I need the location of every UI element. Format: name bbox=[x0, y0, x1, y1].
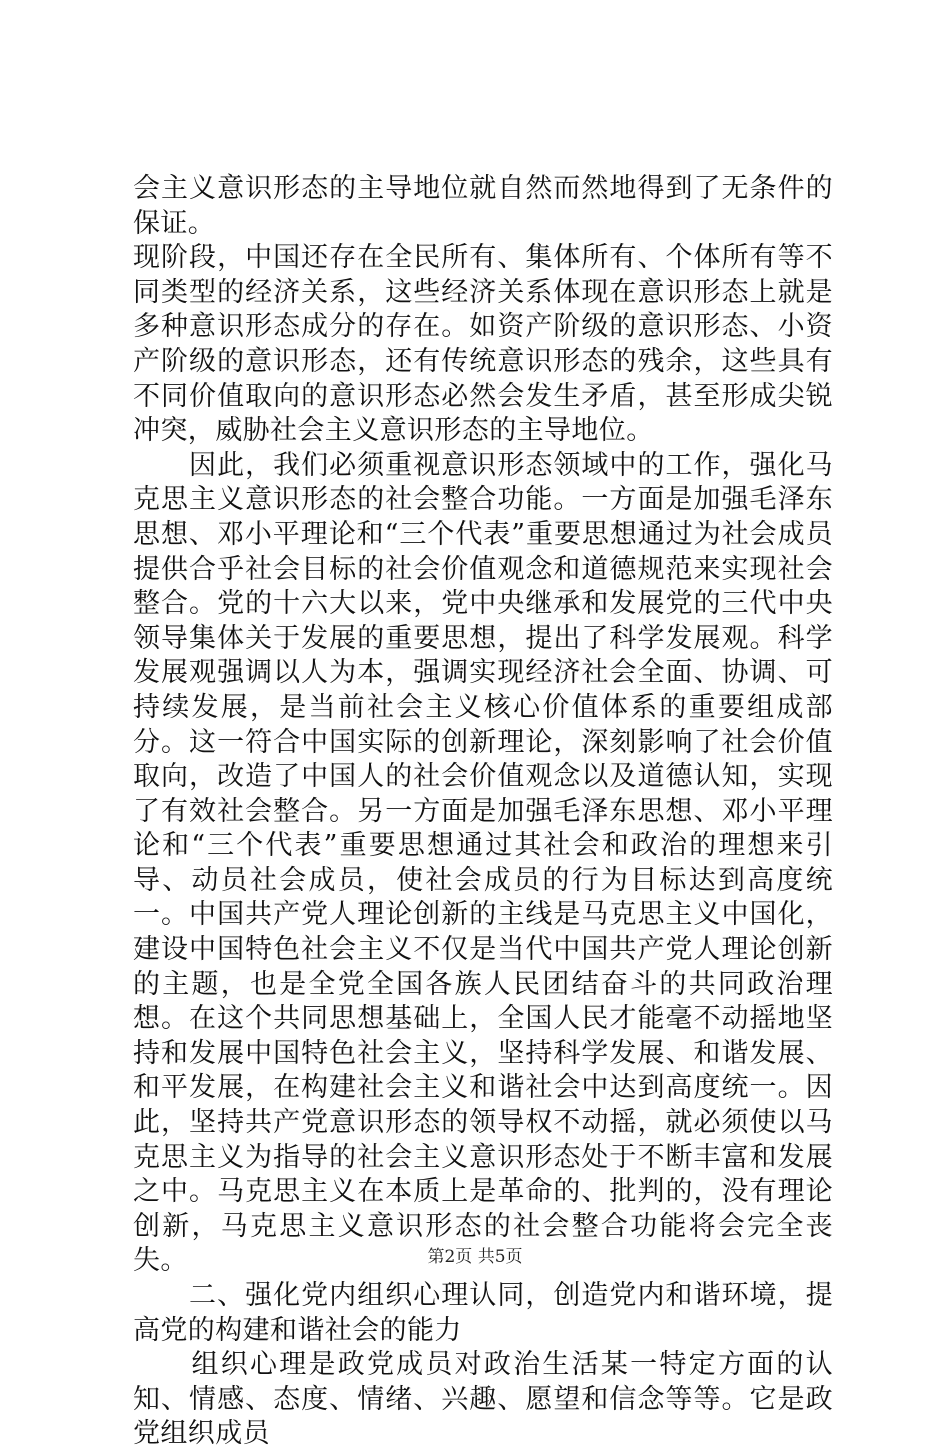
section-heading-organizational-psychology: 二、强化党内组织心理认同，创造党内和谐环境，提高党的构建和谐社会的能力 bbox=[133, 1280, 833, 1346]
paragraph-ideology-status: 会主义意识形态的主导地位就自然而然地得到了无条件的保证。 现阶段，中国还存在全民所有、集体所有、个体所有等不同类型的经济关系，这些经济关系体现在意识形态上就是多种意识形态成分的存在。如资产阶级的意识形态、小资产阶级的意识形态，还有传统意识形态的残余，这些具有不同价值取向的意识形态必然会发生矛盾，甚至形成尖锐冲突，威胁社会主义意识形态的主导地位。 bbox=[133, 173, 833, 447]
paragraph-organizational-psychology: 组织心理是政党成员对政治生活某一特定方面的认知、情感、态度、情绪、兴趣、愿望和信念等等。它是政党组织成员 bbox=[133, 1349, 833, 1450]
paragraph-social-integration: 因此，我们必须重视意识形态领域中的工作，强化马克思主义意识形态的社会整合功能。一方面是加强毛泽东思想、邓小平理论和“三个代表”重要思想通过为社会成员提供合乎社会目标的社会价值观念和道德规范来实现社会整合。党的十六大以来，党中央继承和发展党的三代中央领导集体关于发展的重要思想，提出了科学发展观。科学发展观强调以人为本，强调实现经济社会全面、协调、可持续发展，是当前社会主义核心价值体系的重要组成部分。这一符合中国实际的创新理论，深刻影响了社会价值取向，改造了中国人的社会价值观念以及道德认知，实现了有效社会整合。另一方面是加强毛泽东思想、邓小平理论和“三个代表”重要思想通过其社会和政治的理想来引导、动员社会成员，使社会成员的行为目标达到高度统一。中国共产党人理论创新的主线是马克思主义中国化，建设中国特色社会主义不仅是当代中国共产党人理论创新的主题，也是全党全国各族人民团结奋斗的共同政治理想。在这个共同思想基础上，全国人民才能毫不动摇地坚持和发展中国特色社会主义，坚持科学发展、和谐发展、和平发展，在构建社会主义和谐社会中达到高度统一。因此，坚持共产党意识形态的领导权不动摇，就必须使以马克思主义为指导的社会主义意识形态处于不断丰富和发展之中。马克思主义在本质上是革命的、批判的，没有理论创新，马克思主义意识形态的社会整合功能将会完全丧失。 bbox=[133, 449, 833, 1277]
page-number-footer: 第2页 共5页 bbox=[427, 1247, 523, 1267]
